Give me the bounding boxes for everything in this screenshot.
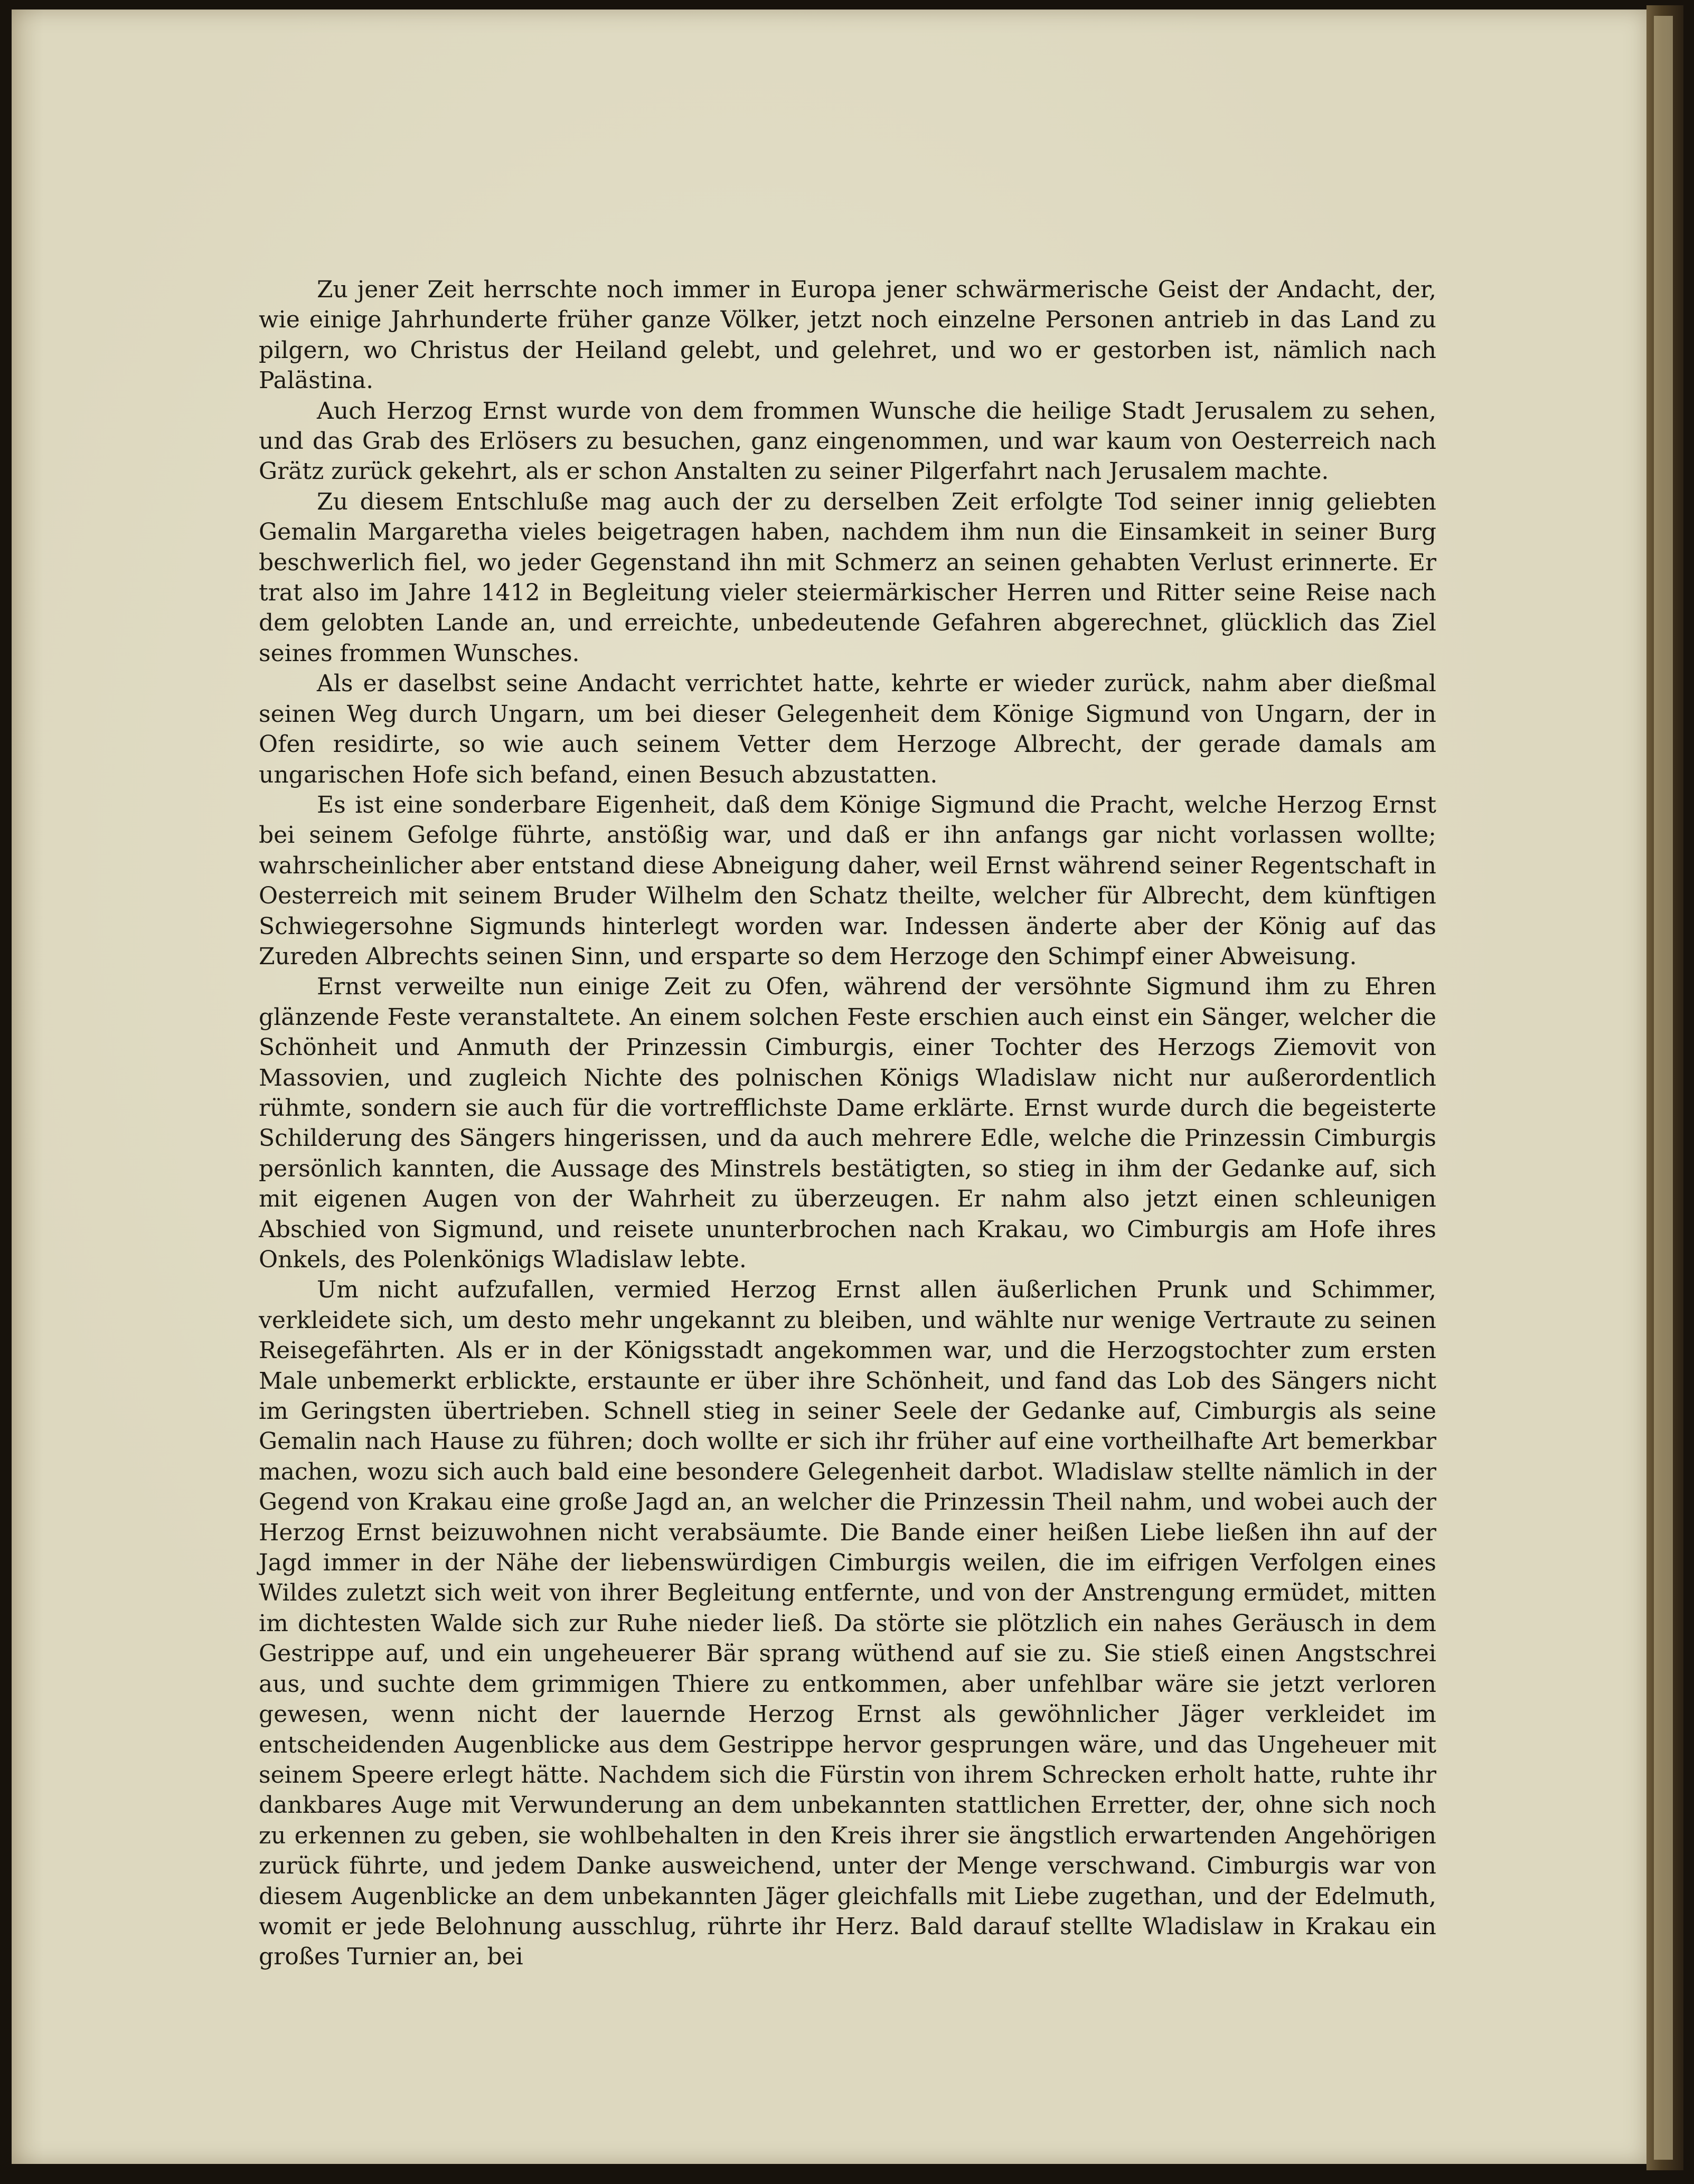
paragraph-6: Ernst verweilte nun einige Zeit zu Ofen, während der versöhnte Sigmund ihm zu Ehren glänzende Feste veranstaltete. An einem solchen Feste erschien auch einst ein Sänger, welcher die Schönheit und Anmuth der Prinzessin Cimburgis, einer Tochter des Herzogs Ziemovit von Massovien, und zugleich Nichte des polnischen Königs Wladislaw nicht nur außerordentlich rühmte, sondern sie auch für die vortrefflichste Dame erklärte. Ernst wurde durch die begeisterte Schilderung des Sängers hingerissen, und da auch mehrere Edle, welche die Prinzessin Cimburgis persönlich kannten, die Aussage des Minstrels bestätigten, so stieg in ihm der Gedanke auf, sich mit eigenen Augen von der Wahrheit zu überzeugen. Er nahm also jetzt einen schleunigen Abschied von Sigmund, und reisete ununterbrochen nach Krakau, wo Cimburgis am Hofe ihres Onkels, des Polenkönigs Wladislaw lebte. [259, 973, 1436, 1273]
next-page-strip [1654, 16, 1673, 2160]
paragraph-5: Es ist eine sonderbare Eigenheit, daß dem Könige Sigmund die Pracht, welche Herzog Ernst bei seinem Gefolge führte, anstößig war, und daß er ihn anfangs gar nicht vorlassen wollte; wahrscheinlicher aber entstand diese Abneigung daher, weil Ernst während seiner Regentschaft in Oesterreich mit seinem Bruder Wilhelm den Schatz theilte, welcher für Albrecht, dem künftigen Schwiegersohne Sigmunds hinterlegt worden war. Indessen änderte aber der König auf das Zureden Albrechts seinen Sinn, und ersparte so dem Herzoge den Schimpf einer Abweisung. [259, 791, 1436, 970]
paragraph-1: Zu jener Zeit herrschte noch immer in Europa jener schwärmerische Geist der Andacht, der, wie einige Jahrhunderte früher ganze Völker, jetzt noch einzelne Personen antrieb in das Land zu pilgern, wo Christus der Heiland gelebt, und gelehret, und wo er gestorben ist, nämlich nach Palästina. [259, 276, 1436, 394]
paragraph-7: Um nicht aufzufallen, vermied Herzog Ernst allen äußerlichen Prunk und Schimmer, verkleidete sich, um desto mehr ungekannt zu bleiben, und wählte nur wenige Vertraute zu seinen Reisegefährten. Als er in der Königsstadt angekommen war, und die Herzogstochter zum ersten Male unbemerkt erblickte, erstaunte er über ihre Schönheit, und fand das Lob des Sängers nicht im Geringsten übertrieben. Schnell stieg in seiner Seele der Gedanke auf, Cimburgis als seine Gemalin nach Hause zu führen; doch wollte er sich ihr früher auf eine vortheilhafte Art bemerkbar machen, wozu sich auch bald eine besondere Gelegenheit darbot. Wladislaw stellte nämlich in der Gegend von Krakau eine große Jagd an, an welcher die Prinzessin Theil nahm, und wobei auch der Herzog Ernst beizuwohnen nicht verabsäumte. Die Bande einer heißen Liebe ließen ihn auf der Jagd immer in der Nähe der liebenswürdigen Cimburgis weilen, die im eifrigen Verfolgen eines Wildes zuletzt sich weit von ihrer Begleitung entfernte, und von der Anstrengung ermüdet, mitten im dichtesten Walde sich zur Ruhe nieder ließ. Da störte sie plötzlich ein nahes Geräusch in dem Gestrippe auf, und ein ungeheuerer Bär sprang wüthend auf sie zu. Sie stieß einen Angstschrei aus, und suchte dem grimmigen Thiere zu entkommen, aber unfehlbar wäre sie jetzt verloren gewesen, wenn nicht der lauernde Herzog Ernst als gewöhnlicher Jäger verkleidet im entscheidenden Augenblicke aus dem Gestrippe hervor gesprungen wäre, und das Ungeheuer mit seinem Speere erlegt hätte. Nachdem sich die Fürstin von ihrem Schrecken erholt hatte, ruhte ihr dankbares Auge mit Verwunderung an dem unbekannten stattlichen Erretter, der, ohne sich noch zu erkennen zu geben, sie wohlbehalten in den Kreis ihrer sie ängstlich erwartenden Angehörigen zurück führte, und jedem Danke ausweichend, unter der Menge verschwand. Cimburgis war von diesem Augenblicke an dem unbekannten Jäger gleichfalls mit Liebe zugethan, und der Edelmuth, womit er jede Belohnung ausschlug, rührte ihr Herz. Bald darauf stellte Wladislaw in Krakau ein großes Turnier an, bei [259, 1276, 1436, 1971]
paragraph-2: Auch Herzog Ernst wurde von dem frommen Wunsche die heilige Stadt Jerusalem zu sehen, und das Grab des Erlösers zu besuchen, ganz eingenommen, und war kaum von Oesterreich nach Grätz zurück gekehrt, als er schon Anstalten zu seiner Pilgerfahrt nach Jerusalem machte. [259, 397, 1436, 485]
body-text [259, 275, 1436, 1972]
paragraph-3: Zu diesem Entschluße mag auch der zu derselben Zeit erfolgte Tod seiner innig geliebten Gemalin Margaretha vieles beigetragen haben, nachdem ihm nun die Einsamkeit in seiner Burg beschwerlich fiel, wo jeder Gegenstand ihn mit Schmerz an seinen gehabten Verlust erinnerte. Er trat also im Jahre 1412 in Begleitung vieler steiermärkischer Herren und Ritter seine Reise nach dem gelobten Lande an, und erreichte, unbedeutende Gefahren abgerechnet, glücklich das Ziel seines frommen Wunsches. [259, 488, 1436, 667]
paragraph-4: Als er daselbst seine Andacht verrichtet hatte, kehrte er wieder zurück, nahm aber dießmal seinen Weg durch Ungarn, um bei dieser Gelegenheit dem Könige Sigmund von Ungarn, der in Ofen residirte, so wie auch seinem Vetter dem Herzoge Albrecht, der gerade damals am ungarischen Hofe sich befand, einen Besuch abzustatten. [259, 670, 1436, 788]
